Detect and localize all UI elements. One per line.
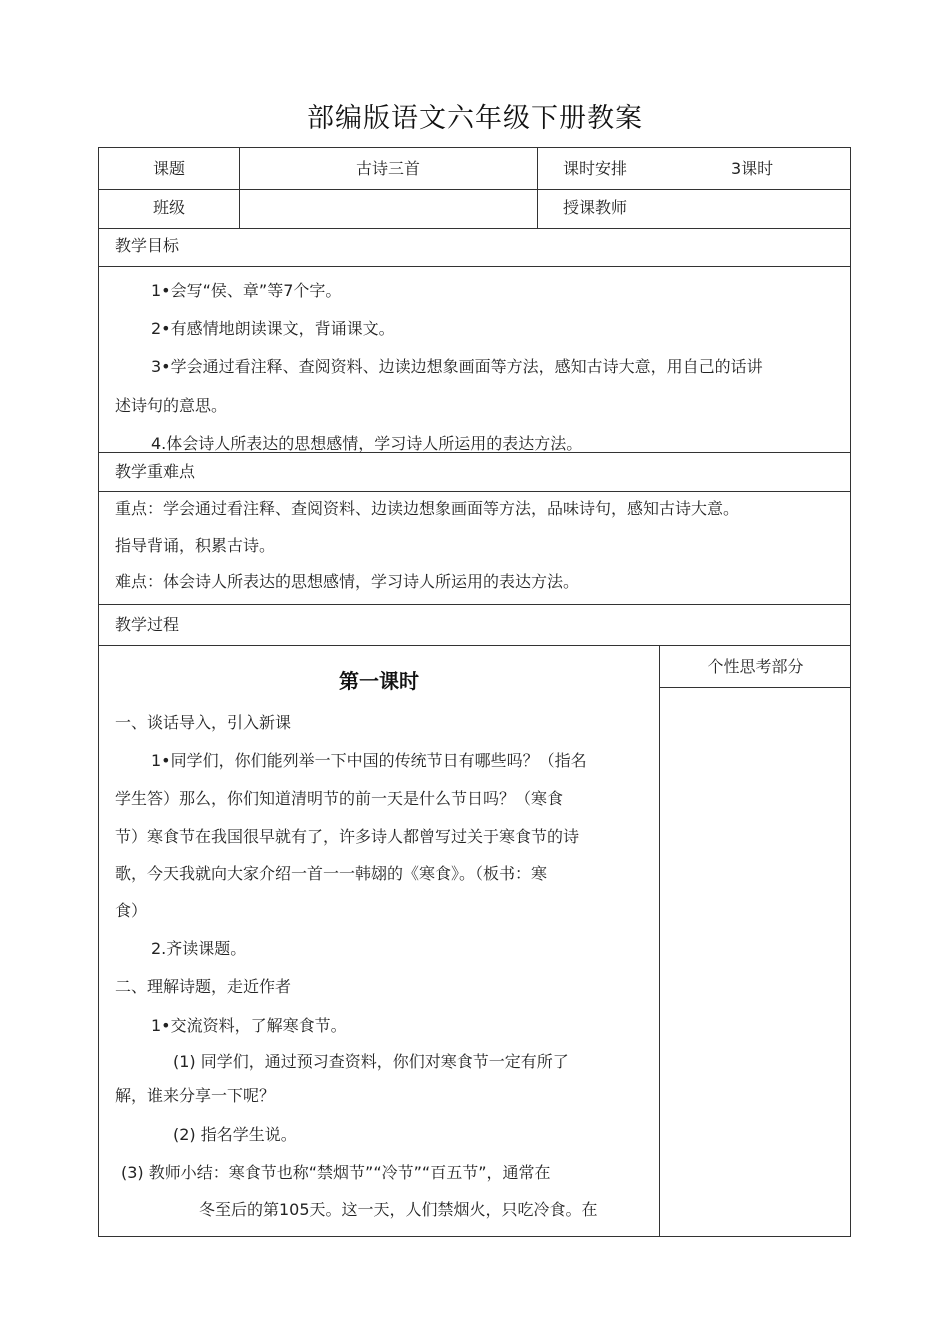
row-divider: [99, 604, 850, 605]
topic-value: 古诗三首: [355, 159, 420, 178]
row-divider: [99, 266, 850, 267]
process-line: (3) 教师小结：寒食节也称“禁烟节”“冷节”“百五节”，通常在: [121, 1163, 551, 1182]
process-line: 一、谈话导入，引入新课: [115, 713, 292, 732]
class-label: 班级: [152, 198, 185, 217]
process-line: 学生答）那么，你们知道清明节的前一天是什么节日吗？（寒食: [115, 789, 564, 808]
schedule-label: 课时安排: [563, 159, 628, 178]
process-line: (2) 指名学生说。: [173, 1125, 297, 1144]
lesson-title: 第一课时: [339, 669, 419, 693]
keypoints-heading: 教学重难点: [115, 462, 196, 481]
row-divider: [99, 189, 850, 190]
process-line: 食）: [115, 901, 148, 920]
lesson-plan-table: [98, 147, 851, 1237]
teacher-label: 授课教师: [563, 198, 628, 217]
process-line: 1•同学们，你们能列举一下中国的传统节日有哪些吗？（指名: [151, 751, 587, 770]
process-line: 歌，今天我就向大家介绍一首一一韩翃的《寒食》。（板书：寒: [115, 864, 548, 883]
goal-item: 4.体会诗人所表达的思想感情，学习诗人所运用的表达方法。: [151, 434, 583, 453]
keypoint-line: 重点：学会通过看注释、查阅资料、边读边想象画面等方法，品味诗句，感知古诗大意。: [115, 499, 740, 518]
side-notes-heading: 个性思考部分: [707, 657, 804, 676]
col-divider: [659, 645, 660, 1236]
keypoint-line: 指导背诵，积累古诗。: [115, 536, 276, 555]
process-line: 二、理解诗题，走近作者: [115, 977, 292, 996]
process-heading: 教学过程: [115, 615, 180, 634]
process-line: 节）寒食节在我国很早就有了，许多诗人都曾写过关于寒食节的诗: [115, 827, 580, 846]
document-title: 部编版语文六年级下册教案: [307, 103, 643, 134]
col-divider: [537, 148, 538, 228]
goals-heading: 教学目标: [115, 236, 180, 255]
process-line: 解，谁来分享一下呢？: [115, 1086, 276, 1105]
process-line: 1•交流资料，了解寒食节。: [151, 1016, 347, 1035]
side-divider: [659, 687, 850, 688]
row-divider: [99, 645, 850, 646]
process-line: (1) 同学们，通过预习查资料，你们对寒食节一定有所了: [173, 1052, 569, 1071]
goal-item: 1•会写“侯、章”等7个字。: [151, 281, 342, 300]
schedule-value: 3课时: [731, 159, 774, 178]
goal-item: 3•学会通过看注释、查阅资料、边读边想象画面等方法，感知古诗大意，用自己的话讲: [151, 357, 763, 376]
keypoint-line: 难点：体会诗人所表达的思想感情，学习诗人所运用的表达方法。: [115, 572, 580, 591]
row-divider: [99, 228, 850, 229]
row-divider: [99, 491, 850, 492]
goal-item: 述诗句的意思。: [115, 396, 228, 415]
topic-label: 课题: [152, 159, 185, 178]
goal-item: 2•有感情地朗读课文，背诵课文。: [151, 319, 395, 338]
process-line: 冬至后的第105天。这一天，人们禁烟火，只吃冷食。在: [199, 1200, 598, 1219]
process-line: 2.齐读课题。: [151, 939, 247, 958]
